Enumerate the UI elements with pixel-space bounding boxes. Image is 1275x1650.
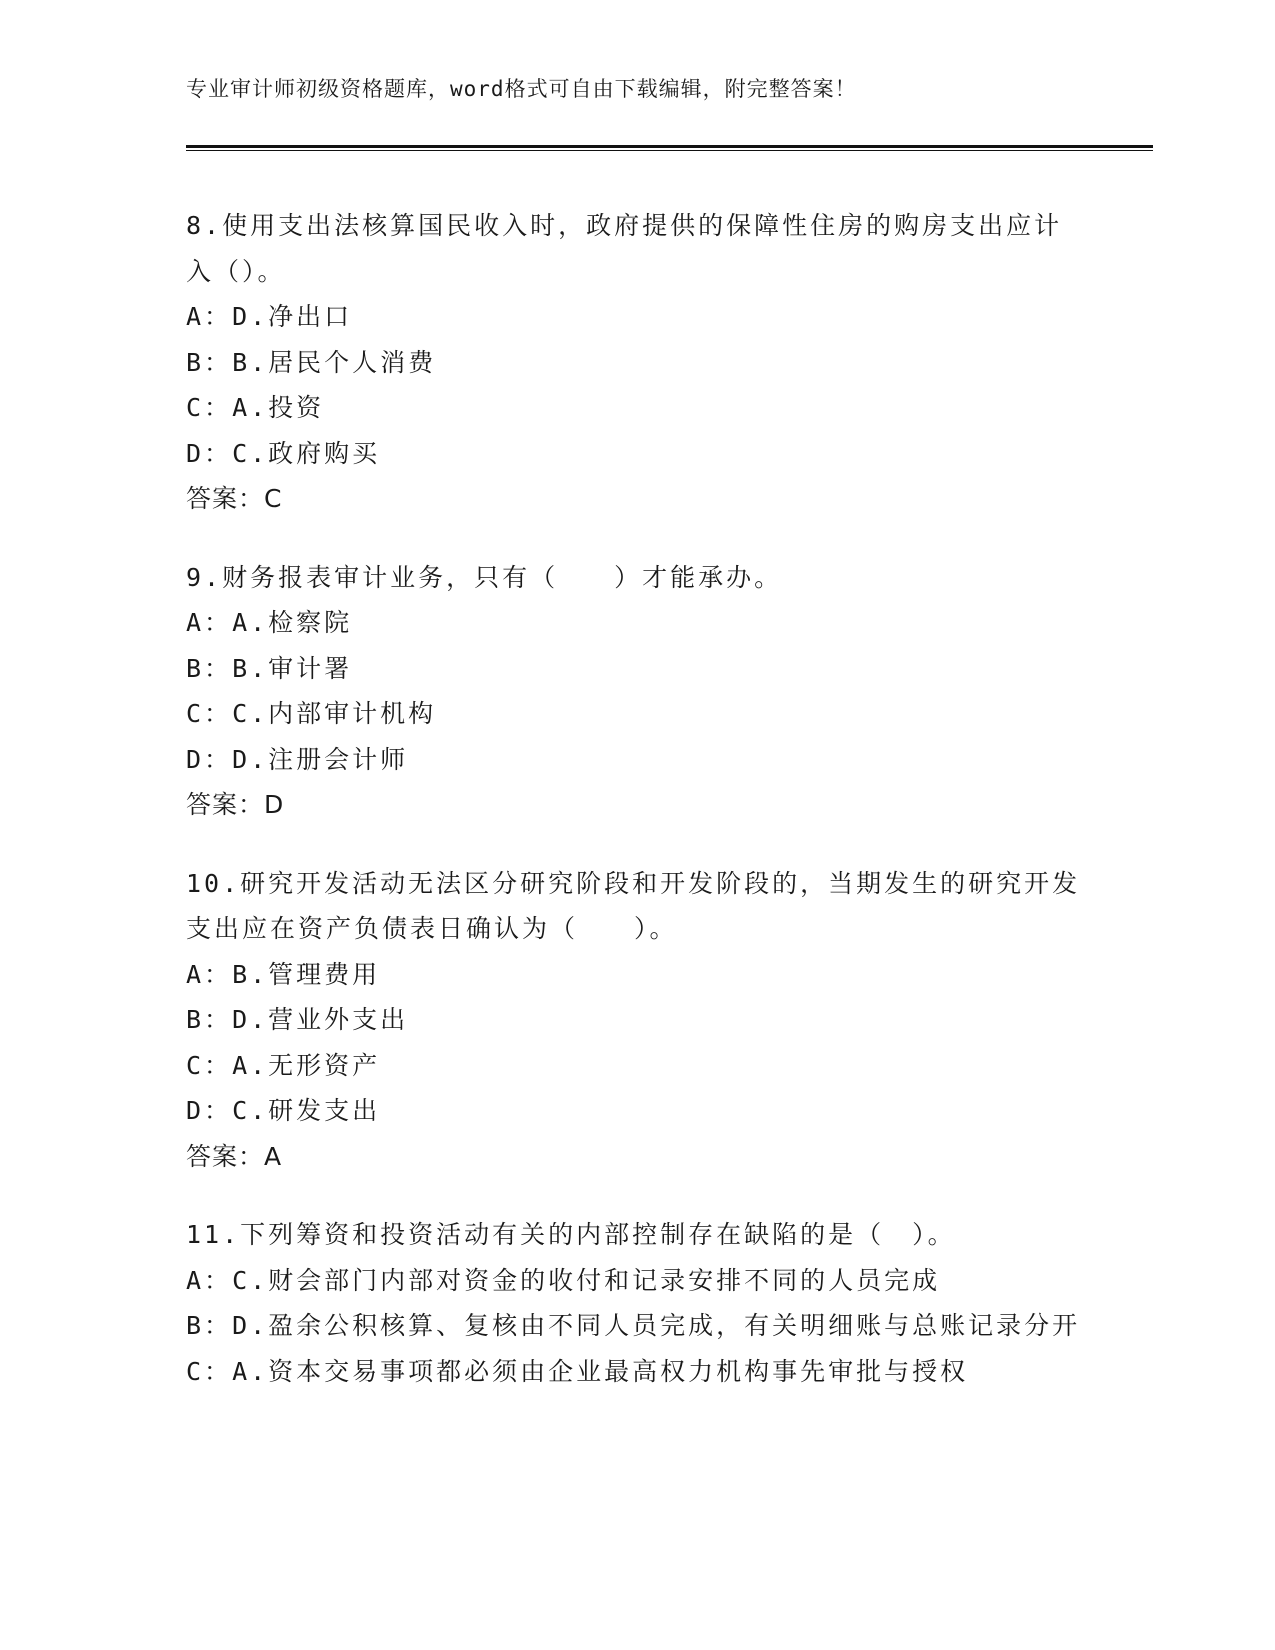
question-text: 8.使用支出法核算国民收入时，政府提供的保障性住房的购房支出应计入（）。 — [186, 211, 1063, 286]
question-text: 10.研究开发活动无法区分研究阶段和开发阶段的，当期发生的研究开发支出应在资产负债表日确认为（ ）。 — [186, 868, 1081, 943]
question-text: 11.下列筹资和投资活动有关的内部控制存在缺陷的是（ ）。 — [186, 1220, 956, 1249]
option-a — [186, 1258, 1086, 1304]
option-a — [186, 600, 1086, 646]
option-text: B.管理费用 — [232, 959, 381, 989]
question-text: 9.财务报表审计业务，只有（ ）才能承办。 — [186, 562, 783, 592]
option-label: A： — [186, 302, 233, 331]
option-b — [186, 340, 1086, 386]
option-label: B： — [186, 653, 233, 683]
option-text: C.研发支出 — [232, 1096, 381, 1125]
question-list — [186, 203, 1086, 1427]
option-text: D.盈余公积核算、复核由不同人员完成，有关明细账与总账记录分开 — [232, 1311, 1081, 1340]
option-label: D： — [186, 744, 233, 774]
question-item — [186, 1212, 1086, 1394]
option-text: A.资本交易事项都必须由企业最高权力机构事先审批与授权 — [232, 1356, 969, 1386]
option-text: A.无形资产 — [232, 1050, 381, 1080]
option-text: D.注册会计师 — [232, 744, 409, 774]
option-label: A： — [186, 959, 233, 989]
option-label: D： — [186, 438, 233, 468]
option-text: D.营业外支出 — [232, 1005, 409, 1034]
option-a — [186, 952, 1086, 998]
option-a — [186, 294, 1086, 340]
option-label: B： — [186, 1311, 233, 1340]
answer-text: 答案：D — [186, 790, 285, 819]
option-text: C.政府购买 — [232, 438, 381, 468]
option-b — [186, 646, 1086, 692]
option-text: D.净出口 — [232, 302, 353, 331]
question-item — [186, 203, 1086, 522]
option-d — [186, 737, 1086, 783]
option-label: C： — [186, 393, 233, 422]
option-text: C.内部审计机构 — [232, 699, 437, 728]
question-item — [186, 555, 1086, 828]
question-item — [186, 861, 1086, 1180]
answer-text: 答案：A — [186, 1141, 283, 1171]
option-label: B： — [186, 347, 233, 377]
option-label: B： — [186, 1005, 233, 1034]
option-b — [186, 1303, 1086, 1349]
option-text: B.居民个人消费 — [232, 347, 437, 377]
answer-text: 答案：C — [186, 484, 283, 513]
option-label: C： — [186, 1356, 233, 1386]
option-c — [186, 691, 1086, 737]
option-c — [186, 1043, 1086, 1089]
option-text: C.财会部门内部对资金的收付和记录安排不同的人员完成 — [232, 1265, 941, 1295]
option-text: B.审计署 — [232, 653, 353, 683]
option-label: D： — [186, 1096, 233, 1125]
option-label: C： — [186, 1050, 233, 1080]
option-d — [186, 431, 1086, 477]
page-header: 专业审计师初级资格题库，word格式可自由下载编辑，附完整答案！ — [186, 77, 857, 101]
option-label: A： — [186, 608, 233, 637]
option-label: C： — [186, 699, 233, 728]
option-label: A： — [186, 1265, 233, 1295]
option-b — [186, 997, 1086, 1043]
option-text: A.投资 — [232, 393, 325, 422]
option-c — [186, 385, 1086, 431]
option-text: A.检察院 — [232, 608, 353, 637]
header-rule-thin — [186, 150, 1153, 151]
option-d — [186, 1088, 1086, 1134]
option-c — [186, 1349, 1086, 1395]
header-rule-thick — [186, 145, 1153, 148]
